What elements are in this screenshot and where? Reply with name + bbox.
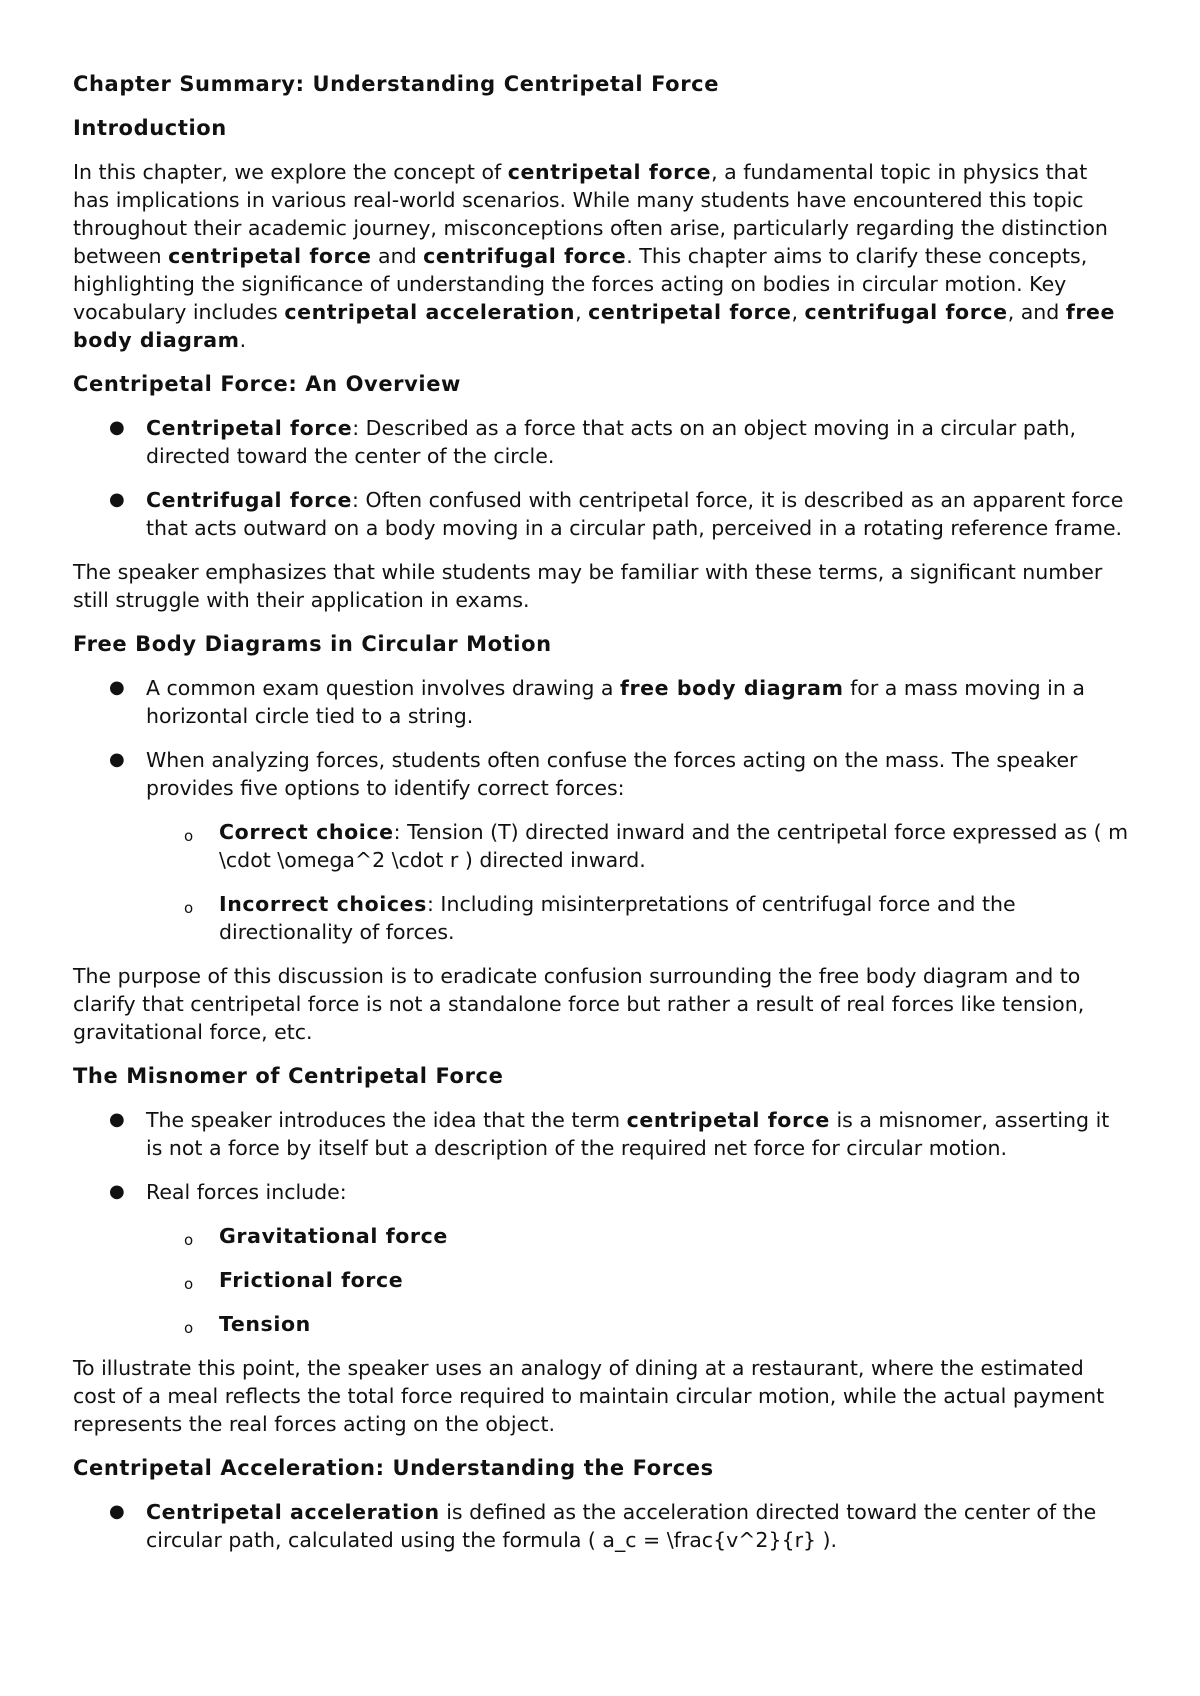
term: Gravitational force <box>219 1224 448 1248</box>
intro-term: centripetal force <box>507 160 712 184</box>
misnomer-paragraph: To illustrate this point, the speaker uses an analogy of dining at a restaurant, where the estimated cost of a meal reflects the total force required to maintain circular motion, while the actual payment represents the real forces acting on the object. <box>73 1356 1105 1436</box>
bullet-icon: ● <box>109 677 125 698</box>
definition: : Often confused with centripetal force, it is described as an apparent force that acts outward on a body moving in a circular path, perceived in a rotating reference frame. <box>146 488 1124 540</box>
intro-text: , and <box>1007 300 1066 324</box>
list-text: : Tension (T) directed inward and the centripetal force expressed as ( m \cdot \omega^2 \cdot r ) directed inward. <box>219 820 1129 872</box>
sub-list-item <box>146 1266 1130 1294</box>
term: Correct choice <box>219 820 394 844</box>
intro-term: centrifugal force <box>804 300 1008 324</box>
overview-paragraph: The speaker emphasizes that while students may be familiar with these terms, a significant number still struggle with their application in exams. <box>73 560 1103 612</box>
intro-text: , <box>791 300 805 324</box>
term: Frictional force <box>219 1268 404 1292</box>
misnomer-list <box>73 1106 1130 1338</box>
list-text: The speaker introduces the idea that the term <box>146 1108 627 1132</box>
fbd-heading: Free Body Diagrams in Circular Motion <box>73 632 552 656</box>
sub-list-item <box>146 1222 1130 1250</box>
intro-text: In this chapter, we explore the concept of <box>73 160 508 184</box>
intro-text: . <box>239 328 247 352</box>
term: Centrifugal force <box>146 488 353 512</box>
intro-text: and <box>371 244 424 268</box>
list-text: When analyzing forces, students often confuse the forces acting on the mass. The speaker provides five options to identify correct forces: <box>146 748 1078 800</box>
list-item <box>73 486 1130 542</box>
intro-term: free body diagram <box>73 300 1116 352</box>
list-item <box>73 414 1130 470</box>
circle-bullet-icon: o <box>184 1275 194 1293</box>
list-text: is a misnomer, asserting it is not a force by itself but a description of the required net force for circular motion. <box>146 1108 1110 1160</box>
intro-text: . This chapter aims to clarify these concepts, highlighting the significance of understanding the forces acting on bodies in circular motion. Key vocabulary includes <box>73 244 1088 324</box>
intro-term: centripetal force <box>588 300 792 324</box>
intro-heading: Introduction <box>73 116 227 140</box>
circle-bullet-icon: o <box>184 1319 194 1337</box>
intro-text: , a fundamental topic in physics that has implications in various real-world scenarios. While many students have encountered this topic throughout their academic journey, misconceptions often arise, particularly regarding the distinction between <box>73 160 1108 268</box>
bullet-icon: ● <box>109 749 125 770</box>
intro-term: centripetal acceleration <box>284 300 576 324</box>
fbd-sublist <box>146 818 1130 946</box>
sub-list-item <box>146 890 1130 946</box>
intro-text: , <box>575 300 589 324</box>
sub-list-item <box>146 1310 1130 1338</box>
definition: : Described as a force that acts on an object moving in a circular path, directed toward the center of the circle. <box>146 416 1076 468</box>
circle-bullet-icon: o <box>184 1231 194 1249</box>
term: Tension <box>219 1312 311 1336</box>
term: centripetal force <box>626 1108 830 1132</box>
list-item <box>73 1498 1130 1554</box>
fbd-list <box>73 674 1130 946</box>
term: Incorrect choices <box>219 892 427 916</box>
bullet-icon: ● <box>109 489 125 510</box>
circle-bullet-icon: o <box>184 899 194 917</box>
document-title: Chapter Summary: Understanding Centripetal Force <box>73 72 720 96</box>
list-item <box>73 674 1130 730</box>
list-item <box>73 1106 1130 1162</box>
overview-list <box>73 414 1130 542</box>
intro-paragraph <box>73 158 1130 354</box>
bullet-icon: ● <box>109 1181 125 1202</box>
bullet-icon: ● <box>109 1109 125 1130</box>
accel-list <box>73 1498 1130 1554</box>
bullet-icon: ● <box>109 1501 125 1522</box>
intro-term: centripetal force <box>168 244 372 268</box>
accel-heading: Centripetal Acceleration: Understanding the Forces <box>73 1456 714 1480</box>
real-forces-sublist <box>146 1222 1130 1338</box>
intro-term: centrifugal force <box>423 244 627 268</box>
list-text: : Including misinterpretations of centrifugal force and the directionality of forces. <box>219 892 1016 944</box>
fbd-paragraph: The purpose of this discussion is to eradicate confusion surrounding the free body diagram and to clarify that centripetal force is not a standalone force but rather a result of real forces like tension, gravitational force, etc. <box>73 964 1085 1044</box>
list-text: for a mass moving in a horizontal circle tied to a string. <box>146 676 1085 728</box>
term: Centripetal force <box>146 416 353 440</box>
list-item <box>73 746 1130 946</box>
term: Centripetal acceleration <box>146 1500 440 1524</box>
sub-list-item <box>146 818 1130 874</box>
circle-bullet-icon: o <box>184 827 194 845</box>
bullet-icon: ● <box>109 417 125 438</box>
overview-heading: Centripetal Force: An Overview <box>73 372 462 396</box>
list-text: Real forces include: <box>146 1180 347 1204</box>
list-item <box>73 1178 1130 1338</box>
list-text: is defined as the acceleration directed toward the center of the circular path, calculated using the formula ( a_c = \frac{v^2}{r} ). <box>146 1500 1097 1552</box>
list-text: A common exam question involves drawing a <box>146 676 620 700</box>
misnomer-heading: The Misnomer of Centripetal Force <box>73 1064 504 1088</box>
term: free body diagram <box>619 676 844 700</box>
